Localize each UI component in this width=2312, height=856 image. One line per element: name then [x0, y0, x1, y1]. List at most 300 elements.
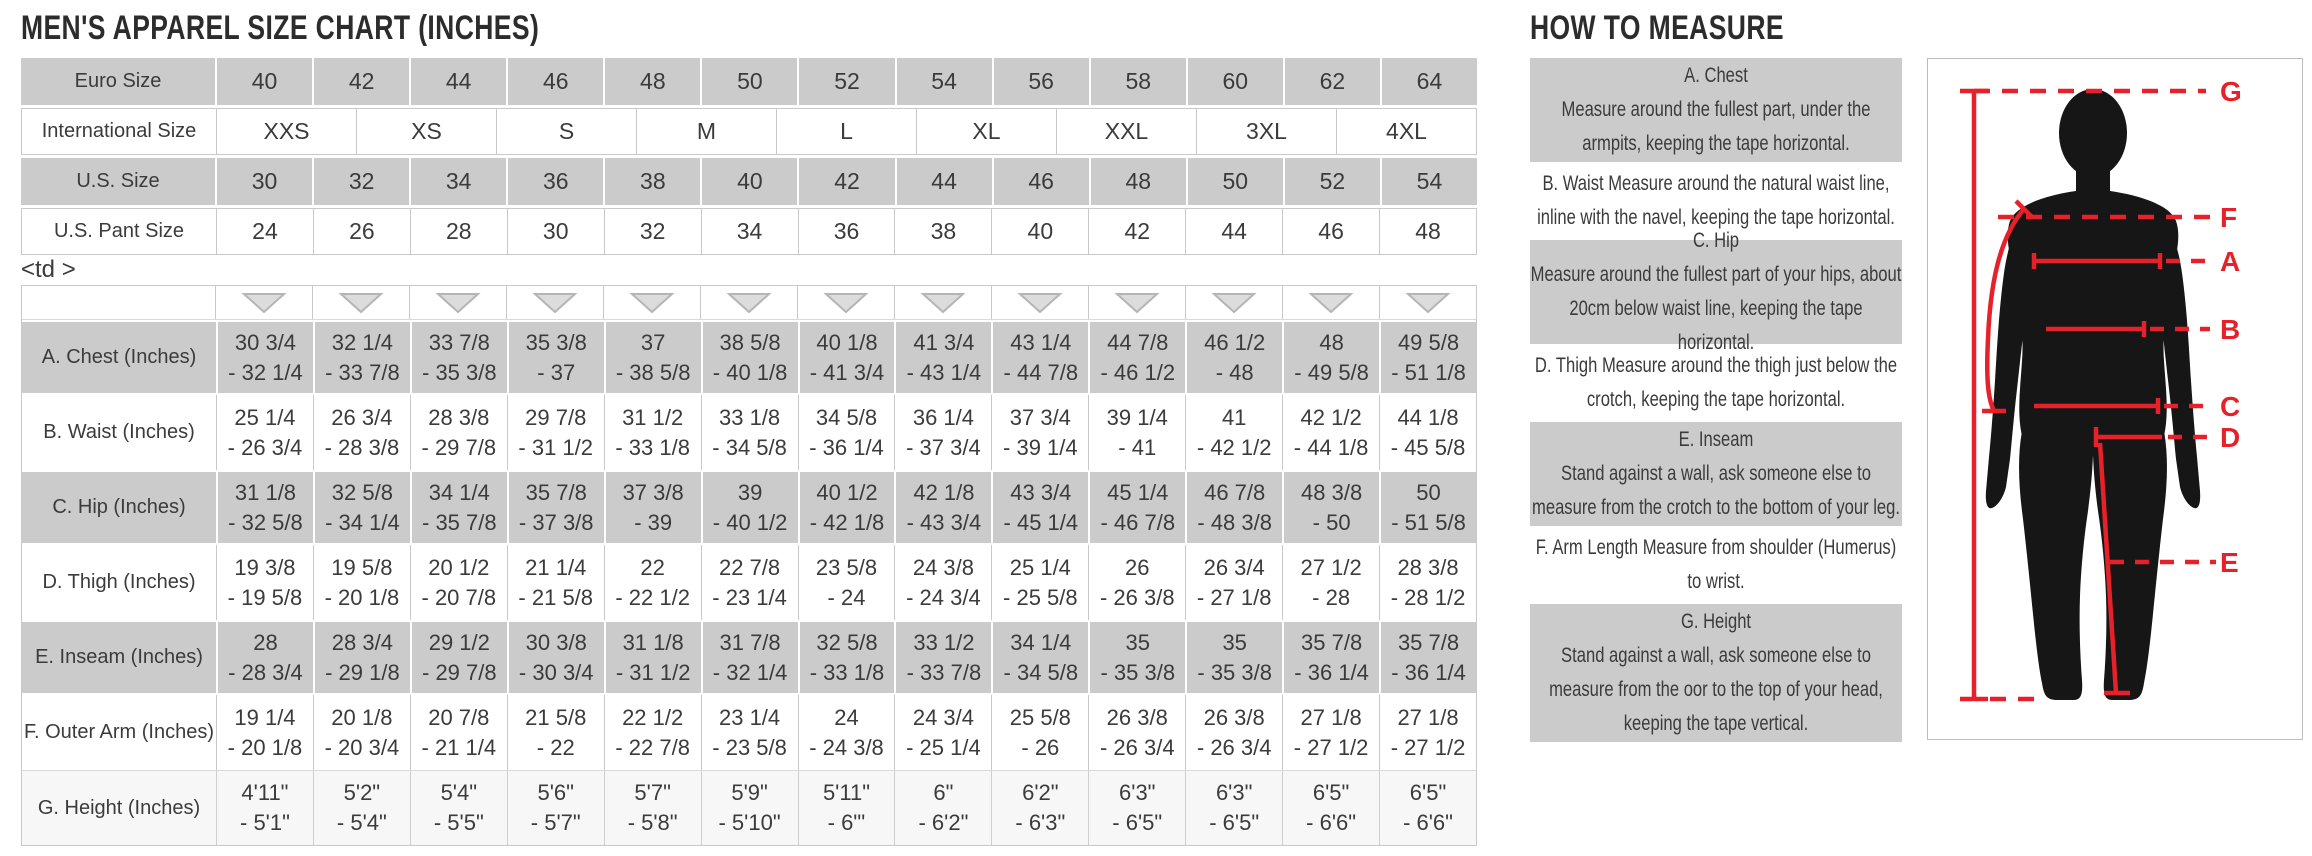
- range-from: 5'7": [634, 780, 671, 805]
- measurement-range-cell: [1379, 322, 1476, 393]
- human-silhouette: [1986, 89, 2200, 700]
- sort-arrow-cell[interactable]: [1283, 286, 1380, 319]
- range-from: 21 1/4: [525, 554, 587, 580]
- sort-triangle-icon: [823, 291, 869, 315]
- range-to: - 20 7/8: [421, 584, 497, 610]
- range-to: - 28: [1312, 584, 1351, 610]
- measurement-range-cell: [1282, 695, 1379, 770]
- measurement-range-cell: [991, 622, 1088, 693]
- row-values: [215, 58, 1477, 105]
- range-from: 26 3/8: [1106, 704, 1168, 730]
- measurement-range-cell: [1379, 545, 1476, 620]
- range-from: 41: [1221, 404, 1247, 430]
- measurement-range-cell: [1282, 622, 1379, 693]
- size-value-cell: 28: [410, 209, 507, 254]
- size-value-cell: 40: [700, 158, 797, 205]
- measurements-table: [21, 285, 1477, 846]
- range-from: 28: [253, 629, 278, 655]
- size-value-cell: 40: [215, 58, 312, 105]
- range-to: - 43 3/4: [906, 509, 982, 535]
- measurement-range-cell: [410, 395, 507, 470]
- measurement-range-cell: [991, 695, 1088, 770]
- measurement-range-cell: [604, 771, 701, 845]
- range-to: - 51 5/8: [1391, 509, 1466, 535]
- measurement-range-cell: [604, 472, 701, 543]
- measurement-range-cell: [216, 395, 313, 470]
- measurement-range-cell: [410, 771, 507, 845]
- size-value-cell: 44: [895, 158, 992, 205]
- measurement-row-label: F. Outer Arm (Inches): [22, 695, 216, 770]
- size-value-cell: 36: [798, 209, 895, 254]
- instruction-body: F. Arm Length Measure from shoulder (Humerus) to wrist.: [1535, 536, 1897, 593]
- measurement-range-cell: [507, 472, 604, 543]
- size-value-cell: 48: [1379, 209, 1476, 254]
- measurement-range-cell: [1088, 472, 1185, 543]
- measurement-letter-labels: [2220, 76, 2242, 578]
- measurement-row-values: [216, 545, 1476, 620]
- range-from: 43 3/4: [1010, 479, 1072, 505]
- range-from: 6'5": [1409, 780, 1447, 805]
- range-to: - 6'6": [1306, 810, 1357, 835]
- measurement-range-cell: [798, 395, 895, 470]
- size-value-cell: 46: [506, 58, 603, 105]
- range-to: - 5'5": [433, 810, 484, 835]
- size-value-cell: 50: [1186, 158, 1283, 205]
- range-to: - 33 1/8: [615, 434, 690, 460]
- range-to: - 24 3/4: [906, 584, 981, 610]
- measurement-range-cell: [894, 472, 991, 543]
- size-value-cell: 34: [701, 209, 798, 254]
- range-to: - 6'2": [918, 810, 969, 835]
- measure-instruction-item: [1530, 422, 1902, 526]
- size-value-cell: 64: [1380, 58, 1477, 105]
- range-to: - 35 7/8: [422, 509, 497, 535]
- size-value-cell: 32: [604, 209, 701, 254]
- range-from: 26 3/8: [1203, 704, 1265, 730]
- size-value-cell: 48: [1089, 158, 1186, 205]
- range-from: 5'11": [822, 780, 871, 805]
- sort-arrow-cell[interactable]: [410, 286, 507, 319]
- range-from: 32 5/8: [331, 479, 393, 505]
- range-from: 25 1/4: [1009, 554, 1071, 580]
- sort-triangle-icon: [338, 291, 384, 315]
- measurement-range-cell: [507, 622, 604, 693]
- label-E: E: [2220, 547, 2239, 578]
- measurement-range-cell: [798, 771, 895, 845]
- range-from: 35 3/8: [525, 329, 587, 355]
- size-value-cell: 38: [603, 158, 700, 205]
- range-to: - 20 1/8: [324, 584, 400, 610]
- instruction-heading: E. Inseam: [1678, 428, 1754, 451]
- size-value-cell: 26: [313, 209, 410, 254]
- range-to: - 23 1/4: [712, 584, 787, 610]
- range-to: - 45 5/8: [1390, 434, 1466, 460]
- sort-triangle-icon: [1017, 291, 1063, 315]
- range-from: 26 3/4: [1203, 554, 1265, 580]
- size-value-cell: XL: [916, 109, 1056, 154]
- measurement-range-cell: [1379, 771, 1476, 845]
- size-value-cell: 4XL: [1336, 109, 1476, 154]
- row-label: U.S. Size: [21, 158, 215, 205]
- measurement-range-cell: [604, 395, 701, 470]
- range-to: - 42 1/8: [809, 509, 885, 535]
- measurement-row-values: [216, 622, 1476, 693]
- measurement-range-cell: [1282, 771, 1379, 845]
- instruction-text: [1530, 531, 1901, 599]
- size-value-cell: M: [636, 109, 776, 154]
- size-value-cell: 42: [312, 58, 409, 105]
- range-to: - 34 5/8: [712, 434, 787, 460]
- size-value-cell: 3XL: [1196, 109, 1336, 154]
- measurement-range-cell: [1088, 695, 1185, 770]
- measurement-range-cell: [1185, 771, 1282, 845]
- measurement-range-cell: [1185, 545, 1282, 620]
- range-from: 26: [1125, 554, 1150, 580]
- measurement-range-cell: [410, 545, 507, 620]
- measurement-range-cell: [991, 395, 1088, 470]
- range-to: - 33 7/8: [325, 359, 400, 385]
- measurement-row-label: E. Inseam (Inches): [22, 622, 216, 693]
- sort-arrow-cell[interactable]: [1089, 286, 1186, 319]
- range-to: - 24: [827, 584, 866, 610]
- measurement-row-label: D. Thigh (Inches): [22, 545, 216, 620]
- measurement-range-cell: [313, 395, 410, 470]
- range-from: 5'2": [343, 780, 381, 805]
- sort-triangle-icon: [241, 291, 287, 315]
- range-to: - 31 1/2: [615, 659, 691, 685]
- sort-triangle-icon: [1211, 291, 1257, 315]
- measurement-range-cell: [313, 472, 410, 543]
- measurement-range-cell: [216, 695, 313, 770]
- range-from: 46 1/2: [1204, 329, 1266, 355]
- range-from: 29 1/2: [428, 629, 490, 655]
- range-to: - 36 1/4: [1391, 659, 1466, 685]
- measurement-row: [22, 470, 1476, 545]
- range-to: - 41: [1118, 434, 1157, 460]
- measure-instruction-item: [1530, 530, 1902, 600]
- range-from: 31 1/8: [622, 629, 684, 655]
- measurement-row: [22, 695, 1476, 770]
- measurement-range-cell: [1185, 395, 1282, 470]
- sort-arrow-cell[interactable]: [216, 286, 313, 319]
- measure-instruction-item: [1530, 229, 1902, 354]
- measurement-range-cell: [1088, 395, 1185, 470]
- range-from: 44 7/8: [1107, 329, 1169, 355]
- measurement-range-cell: [313, 695, 410, 770]
- sort-arrow-cell[interactable]: [313, 286, 410, 319]
- size-value-cell: 24: [216, 209, 313, 254]
- measurement-range-cell: [1282, 472, 1379, 543]
- range-from: 48: [1319, 329, 1344, 355]
- range-to: - 29 1/8: [325, 659, 400, 685]
- range-to: - 21 1/4: [421, 734, 497, 760]
- range-from: 37 3/4: [1009, 404, 1071, 430]
- range-to: - 44 1/8: [1293, 434, 1369, 460]
- size-value-cell: 46: [1282, 209, 1379, 254]
- row-label: International Size: [22, 109, 216, 154]
- range-from: 28 3/8: [1397, 554, 1459, 580]
- size-value-cell: 52: [797, 58, 894, 105]
- measurement-row: [22, 545, 1476, 620]
- range-to: - 5'1": [240, 810, 290, 835]
- range-to: - 34 5/8: [1003, 659, 1079, 685]
- range-to: - 37 3/8: [518, 509, 594, 535]
- range-to: - 6'3": [1015, 810, 1066, 835]
- range-from: 39 1/4: [1106, 404, 1168, 430]
- measurement-range-cell: [701, 622, 798, 693]
- range-to: - 36 1/4: [809, 434, 884, 460]
- range-from: 4'11": [241, 780, 289, 805]
- range-to: - 20 1/8: [227, 734, 303, 760]
- label-G: G: [2220, 76, 2242, 107]
- measurement-range-cell: [991, 545, 1088, 620]
- size-value-cell: 30: [215, 158, 312, 205]
- label-F: F: [2220, 202, 2238, 233]
- measurement-range-cell: [313, 322, 410, 393]
- range-to: - 27 1/8: [1196, 584, 1272, 610]
- instruction-body: D. Thigh Measure around the thigh just below the crotch, keeping the tape horizontal.: [1534, 354, 1898, 411]
- range-from: 42 1/2: [1300, 404, 1362, 430]
- range-to: - 46 7/8: [1100, 509, 1176, 535]
- range-to: - 49 5/8: [1294, 359, 1369, 385]
- row-values: [215, 158, 1477, 205]
- range-to: - 32 5/8: [228, 509, 303, 535]
- size-value-cell: 40: [991, 209, 1088, 254]
- sort-triangle-icon: [1308, 291, 1354, 315]
- measurement-range-cell: [507, 545, 604, 620]
- range-to: - 22 1/2: [615, 584, 690, 610]
- measurement-range-cell: [1282, 545, 1379, 620]
- range-to: - 5'4": [336, 810, 387, 835]
- sort-arrow-cell[interactable]: [701, 286, 798, 319]
- measurement-range-cell: [216, 622, 313, 693]
- range-from: 24: [834, 704, 859, 730]
- instruction-text: [1530, 605, 1901, 741]
- row-values: [216, 209, 1476, 254]
- sort-arrow-cell[interactable]: [1380, 286, 1476, 319]
- size-value-cell: 32: [312, 158, 409, 205]
- range-from: 32 5/8: [816, 629, 878, 655]
- stray-td-text: <td >: [21, 256, 76, 283]
- size-value-cell: 62: [1283, 58, 1380, 105]
- measurement-range-cell: [216, 771, 313, 845]
- size-header-row: [21, 108, 1477, 155]
- how-to-measure-section: [1530, 6, 2305, 742]
- range-from: 6'3": [1119, 780, 1156, 805]
- size-value-cell: 44: [1185, 209, 1282, 254]
- range-from: 31 7/8: [719, 629, 781, 655]
- range-from: 27 1/8: [1397, 704, 1459, 730]
- range-from: 6'5": [1312, 780, 1350, 805]
- range-from: 29 7/8: [525, 404, 587, 430]
- measure-instruction-item: [1530, 348, 1902, 418]
- range-from: 5'9": [731, 780, 768, 805]
- sort-arrow-cell[interactable]: [895, 286, 992, 319]
- instruction-text: [1530, 423, 1901, 525]
- sort-arrow-cell[interactable]: [1186, 286, 1283, 319]
- measurement-row: [22, 770, 1476, 845]
- range-to: - 27 1/2: [1390, 734, 1466, 760]
- size-value-cell: 48: [603, 58, 700, 105]
- instruction-text: [1530, 224, 1901, 360]
- measurement-range-cell: [798, 472, 895, 543]
- measurement-row-label: A. Chest (Inches): [22, 322, 216, 393]
- measurement-range-cell: [1185, 622, 1282, 693]
- range-from: 37 3/8: [622, 479, 684, 505]
- size-value-cell: 38: [894, 209, 991, 254]
- measurement-range-cell: [1379, 622, 1476, 693]
- range-from: 19 1/4: [234, 704, 296, 730]
- instruction-heading: G. Height: [1680, 610, 1752, 633]
- range-to: - 35 3/8: [422, 359, 497, 385]
- measurement-row-values: [216, 771, 1476, 845]
- range-from: 35 7/8: [1397, 629, 1460, 655]
- range-from: 19 5/8: [331, 554, 393, 580]
- measurement-range-cell: [701, 771, 798, 845]
- measurement-row-values: [216, 322, 1476, 393]
- sort-triangle-icon: [920, 291, 966, 315]
- range-to: - 41 3/4: [809, 359, 885, 385]
- measurement-range-cell: [604, 695, 701, 770]
- measurement-range-cell: [798, 322, 895, 393]
- range-from: 20 7/8: [428, 704, 490, 730]
- measurement-range-cell: [410, 622, 507, 693]
- measurement-range-cell: [507, 771, 604, 845]
- sort-arrow-cell[interactable]: [507, 286, 604, 319]
- range-to: - 6'6": [1403, 810, 1453, 835]
- measurement-range-cell: [894, 622, 991, 693]
- measurement-row: [22, 395, 1476, 470]
- label-D: D: [2220, 422, 2241, 453]
- range-from: 26 3/4: [331, 404, 393, 430]
- range-to: - 50: [1312, 509, 1351, 535]
- filter-row-label-spacer: [22, 286, 216, 319]
- range-from: 33 7/8: [428, 329, 490, 355]
- measurement-range-cell: [507, 695, 604, 770]
- range-to: - 51 1/8: [1391, 359, 1466, 385]
- size-value-cell: 60: [1186, 58, 1283, 105]
- range-from: 31 1/2: [622, 404, 684, 430]
- range-from: 40 1/8: [816, 329, 878, 355]
- range-to: - 5'7": [530, 810, 581, 835]
- range-from: 30 3/8: [525, 629, 587, 655]
- size-value-cell: S: [496, 109, 636, 154]
- range-from: 23 5/8: [815, 554, 878, 580]
- range-to: - 35 3/8: [1197, 659, 1272, 685]
- range-from: 42 1/8: [913, 479, 975, 505]
- measurement-range-cell: [798, 545, 895, 620]
- range-to: - 40 1/2: [712, 509, 788, 535]
- measurement-range-cell: [313, 771, 410, 845]
- range-from: 5'6": [537, 780, 574, 805]
- size-value-cell: 52: [1283, 158, 1380, 205]
- range-from: 34 1/4: [1010, 629, 1072, 655]
- measurement-range-cell: [894, 771, 991, 845]
- size-header-row: [21, 158, 1477, 205]
- measurement-range-cell: [894, 545, 991, 620]
- measurement-range-cell: [1379, 395, 1476, 470]
- sort-arrow-cell[interactable]: [798, 286, 895, 319]
- range-to: - 40 1/8: [712, 359, 788, 385]
- range-to: - 26 3/4: [227, 434, 303, 460]
- range-from: 19 3/8: [234, 554, 296, 580]
- sort-arrow-cell[interactable]: [604, 286, 701, 319]
- size-value-cell: XS: [356, 109, 496, 154]
- range-from: 20 1/2: [428, 554, 490, 580]
- range-from: 22 7/8: [718, 554, 781, 580]
- measurement-row-values: [216, 395, 1476, 470]
- sort-arrow-cell[interactable]: [992, 286, 1089, 319]
- body-silhouette-diagram: [1928, 59, 2302, 739]
- range-to: - 6'5": [1209, 810, 1260, 835]
- measurement-range-cell: [507, 395, 604, 470]
- how-to-measure-title: HOW TO MEASURE: [1530, 9, 1784, 47]
- range-from: 6": [933, 780, 954, 805]
- measurement-range-cell: [313, 622, 410, 693]
- range-to: - 45 1/4: [1003, 509, 1079, 535]
- measurement-range-cell: [1088, 322, 1185, 393]
- range-to: - 38 5/8: [615, 359, 691, 385]
- measurement-range-cell: [991, 472, 1088, 543]
- range-from: 35: [1125, 629, 1150, 655]
- size-value-cell: 42: [1088, 209, 1185, 254]
- range-to: - 46 1/2: [1100, 359, 1176, 385]
- measurement-range-cell: [1088, 771, 1185, 845]
- range-to: - 32 1/4: [228, 359, 303, 385]
- measurement-range-cell: [701, 395, 798, 470]
- range-to: - 37 3/4: [906, 434, 981, 460]
- range-from: 34 1/4: [428, 479, 490, 505]
- range-to: - 37: [537, 359, 576, 385]
- label-A: A: [2220, 246, 2241, 277]
- range-to: - 28 3/4: [228, 659, 303, 685]
- row-values: [216, 109, 1476, 154]
- range-to: - 26: [1021, 734, 1060, 760]
- size-value-cell: 58: [1089, 58, 1186, 105]
- measurement-range-cell: [410, 322, 507, 393]
- range-from: 40 1/2: [816, 479, 878, 505]
- sort-triangle-icon: [1405, 291, 1451, 315]
- filter-row-values: [216, 286, 1476, 319]
- measurement-range-cell: [1379, 472, 1476, 543]
- range-from: 24 3/8: [912, 554, 974, 580]
- range-to: - 26 3/4: [1196, 734, 1272, 760]
- size-value-cell: 46: [992, 158, 1089, 205]
- size-value-cell: 54: [1380, 158, 1477, 205]
- range-from: 38 5/8: [719, 329, 781, 355]
- range-to: - 48 3/8: [1197, 509, 1272, 535]
- range-to: - 36 1/4: [1294, 659, 1369, 685]
- size-chart-title: MEN'S APPAREL SIZE CHART (INCHES): [21, 9, 540, 47]
- range-to: - 28 1/2: [1390, 584, 1466, 610]
- size-value-cell: 56: [992, 58, 1089, 105]
- measurement-row-label: G. Height (Inches): [22, 771, 216, 845]
- range-from: 41 3/4: [913, 329, 975, 355]
- range-from: 21 5/8: [525, 704, 587, 730]
- measurement-row-values: [216, 695, 1476, 770]
- measurement-range-cell: [894, 395, 991, 470]
- range-from: 39: [737, 479, 763, 505]
- range-from: 33 1/2: [913, 629, 975, 655]
- range-from: 35 7/8: [1301, 629, 1363, 655]
- size-header-row: [21, 208, 1477, 255]
- measurement-range-cell: [701, 472, 798, 543]
- measure-instructions-list: [1530, 58, 1902, 742]
- measurement-range-cell: [216, 472, 313, 543]
- range-to: - 30 3/4: [518, 659, 594, 685]
- range-from: 32 1/4: [331, 329, 393, 355]
- measurement-range-cell: [1185, 695, 1282, 770]
